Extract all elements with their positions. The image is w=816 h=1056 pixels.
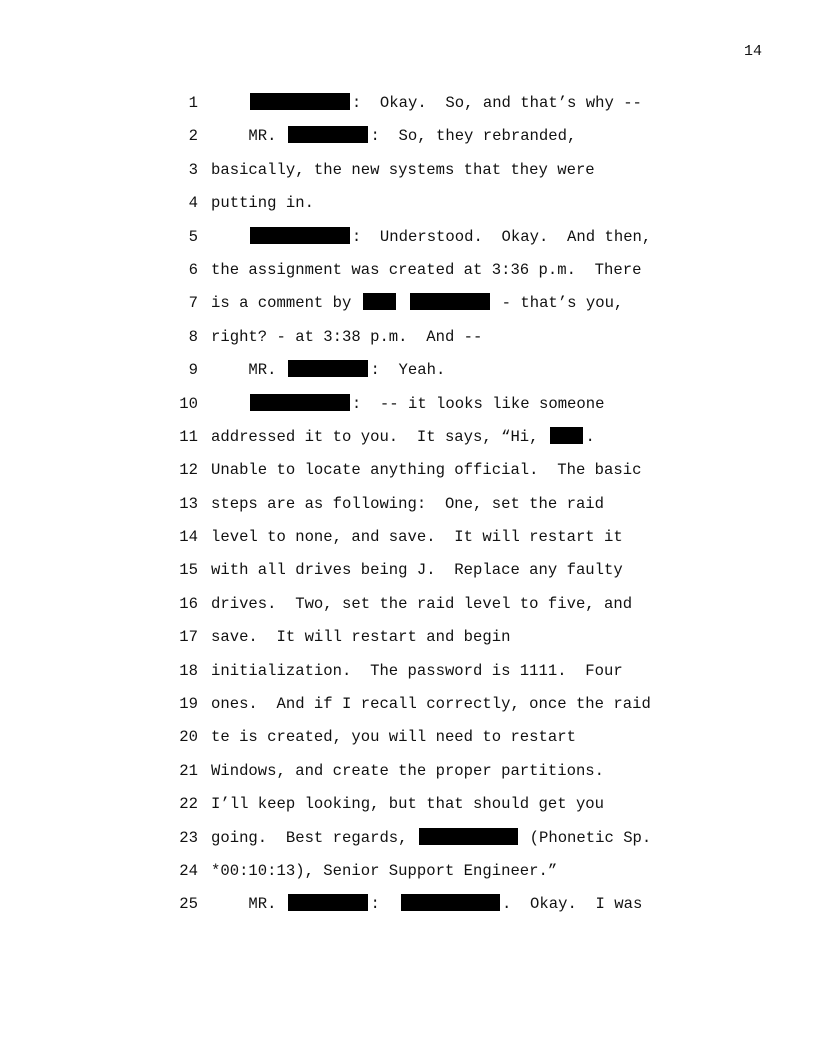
line-number: 3	[188, 160, 198, 179]
text-segment	[211, 228, 248, 246]
line-text	[211, 327, 482, 347]
transcript-line	[170, 427, 690, 460]
text-segment: Windows, and create the proper partitions.	[211, 761, 605, 780]
text-segment: ones. And if I recall correctly, once the raid	[211, 695, 651, 714]
text-segment: is a comment by	[211, 294, 361, 313]
line-number: 12	[179, 461, 198, 480]
transcript-line	[170, 327, 690, 360]
line-number: 15	[179, 561, 198, 580]
line-text	[211, 394, 605, 414]
transcript-line	[170, 527, 690, 560]
text-segment	[398, 294, 407, 312]
line-number: 7	[188, 294, 198, 313]
text-segment: .	[585, 427, 595, 446]
redaction-box	[419, 828, 518, 845]
line-number: 19	[179, 695, 198, 714]
transcript-line	[170, 727, 690, 760]
transcript-line	[170, 894, 690, 927]
text-segment: : -- it looks like someone	[351, 394, 605, 413]
line-text	[211, 494, 604, 514]
transcript-line	[170, 594, 690, 627]
transcript-line	[170, 627, 690, 660]
text-segment: te is created, you will need to restart	[211, 728, 576, 747]
text-segment: : So, they rebranded,	[370, 127, 577, 146]
line-number: 21	[179, 761, 198, 780]
text-segment: steps are as following: One, set the raid	[211, 494, 605, 513]
redaction-box	[363, 293, 397, 310]
line-text	[211, 160, 595, 180]
redaction-box	[250, 93, 349, 110]
line-number: 16	[179, 594, 198, 613]
transcript-line	[170, 227, 690, 260]
text-segment: MR.	[211, 127, 286, 146]
line-number: 8	[188, 327, 198, 346]
transcript-line	[170, 260, 690, 293]
text-segment: basically, the new systems that they were	[211, 160, 595, 179]
transcript-line	[170, 694, 690, 727]
transcript-line	[170, 126, 690, 159]
transcript-line	[170, 661, 690, 694]
transcript-line	[170, 828, 690, 861]
line-text	[211, 360, 445, 380]
transcript-line	[170, 861, 690, 894]
transcript-line	[170, 360, 690, 393]
line-text	[211, 661, 623, 681]
redaction-box	[401, 894, 500, 911]
line-text	[211, 126, 576, 146]
text-segment	[211, 94, 248, 112]
text-segment	[211, 395, 248, 413]
redaction-box	[288, 360, 369, 377]
page-number: 14	[743, 43, 762, 60]
line-number: 6	[188, 260, 198, 279]
text-segment: right? - at 3:38 p.m. And --	[211, 327, 483, 346]
text-segment: :	[370, 895, 399, 914]
transcript-line	[170, 460, 690, 493]
line-number: 14	[179, 528, 198, 547]
line-number: 22	[179, 795, 198, 814]
line-number: 9	[188, 361, 198, 380]
text-segment: (Phonetic Sp.	[520, 828, 652, 847]
redaction-box	[288, 126, 369, 143]
transcript-line	[170, 160, 690, 193]
redaction-box	[250, 227, 349, 244]
line-text	[211, 761, 604, 781]
line-text	[211, 427, 595, 447]
line-text	[211, 828, 651, 848]
text-segment: : Okay. So, and that’s why --	[351, 94, 642, 112]
text-segment: MR.	[211, 895, 286, 914]
line-number: 24	[179, 861, 198, 880]
text-segment: . Okay. I was	[501, 895, 643, 914]
line-text	[211, 193, 314, 213]
line-number: 13	[179, 494, 198, 513]
transcript-line	[170, 794, 690, 827]
line-number: 2	[188, 127, 198, 146]
transcript-line	[170, 560, 690, 593]
line-number: 20	[179, 728, 198, 747]
text-segment: putting in.	[211, 194, 314, 213]
line-text	[211, 293, 623, 313]
line-text	[211, 93, 642, 113]
transcript-line	[170, 293, 690, 326]
line-number: 10	[179, 394, 198, 413]
redaction-box	[250, 394, 349, 411]
redaction-box	[288, 894, 369, 911]
transcript-line	[170, 761, 690, 794]
transcript-line	[170, 193, 690, 226]
text-segment: with all drives being J. Replace any faulty	[211, 561, 623, 580]
line-text	[211, 727, 576, 747]
transcript-line	[170, 394, 690, 427]
line-text	[211, 227, 651, 247]
line-text	[211, 627, 510, 647]
text-segment: initialization. The password is 1111. Four	[211, 661, 623, 680]
line-text	[211, 527, 623, 547]
line-number: 5	[188, 227, 198, 246]
line-number: 4	[188, 194, 198, 213]
line-number: 18	[179, 661, 198, 680]
line-text	[211, 794, 604, 814]
line-number: 1	[188, 94, 198, 112]
line-number: 23	[179, 828, 198, 847]
text-segment: the assignment was created at 3:36 p.m. There	[211, 260, 642, 279]
transcript-line	[170, 494, 690, 527]
redaction-box	[550, 427, 584, 444]
line-text	[211, 594, 632, 614]
transcript-line	[170, 93, 690, 126]
redaction-box	[410, 293, 491, 310]
line-number: 11	[179, 427, 198, 446]
transcript-body	[170, 93, 690, 928]
text-segment: I’ll keep looking, but that should get you	[211, 795, 605, 814]
line-text	[211, 694, 651, 714]
text-segment: MR.	[211, 361, 286, 380]
line-text	[211, 560, 623, 580]
line-text	[211, 861, 557, 881]
text-segment: save. It will restart and begin	[211, 628, 511, 647]
text-segment: Unable to locate anything official. The basic	[211, 461, 642, 480]
line-number: 25	[179, 895, 198, 914]
text-segment: - that’s you,	[492, 294, 624, 313]
text-segment: drives. Two, set the raid level to five, and	[211, 594, 633, 613]
line-text	[211, 260, 641, 280]
text-segment: going. Best regards,	[211, 828, 417, 847]
line-text	[211, 894, 642, 914]
line-text	[211, 460, 641, 480]
line-number: 17	[179, 628, 198, 647]
text-segment: : Understood. Okay. And then,	[351, 227, 652, 246]
text-segment: *00:10:13), Senior Support Engineer.”	[211, 861, 558, 880]
text-segment: : Yeah.	[370, 361, 446, 380]
text-segment: addressed it to you. It says, “Hi,	[211, 427, 548, 446]
text-segment: level to none, and save. It will restart it	[211, 528, 623, 547]
